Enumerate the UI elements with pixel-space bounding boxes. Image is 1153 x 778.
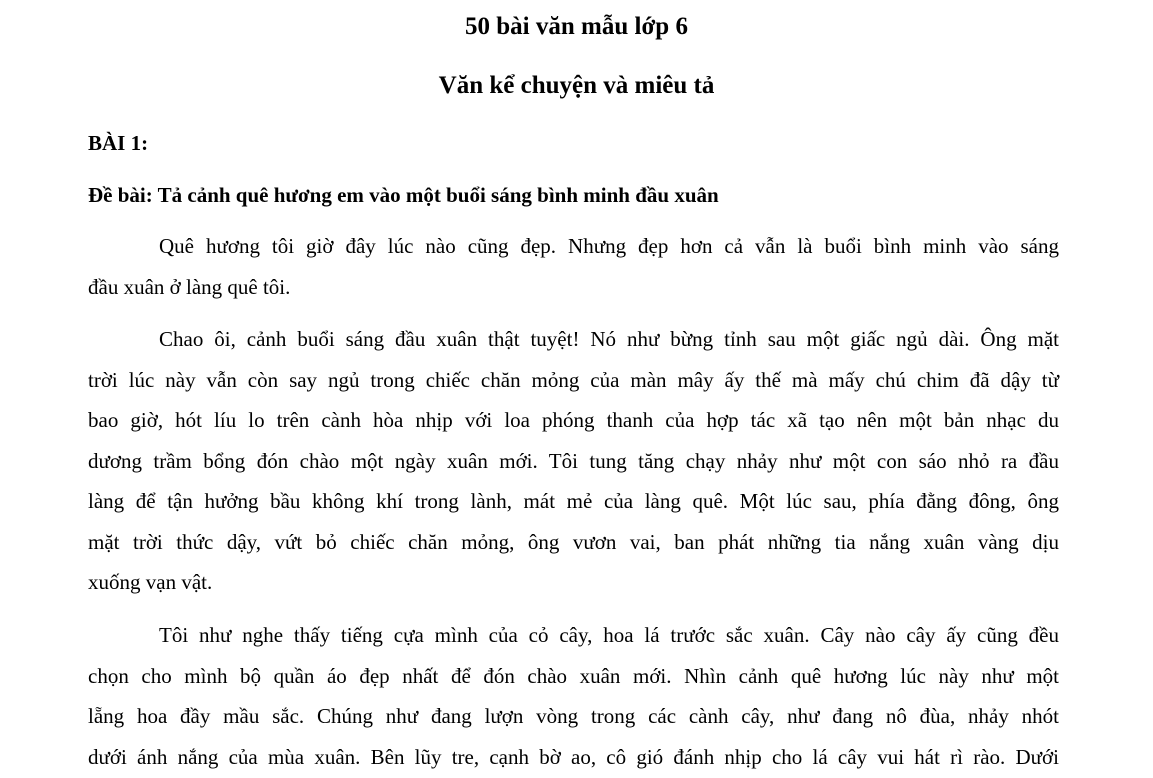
paragraph-1 [88, 226, 1059, 307]
lesson-heading: BÀI 1: [88, 131, 149, 155]
document-title: 50 bài văn mẫu lớp 6 [465, 13, 688, 40]
paragraph-line: Quê hương tôi giờ đây lúc nào cũng đẹp. Nhưng đẹp hơn cả vẫn là buổi bình minh vào sáng [159, 234, 1059, 258]
paragraph-line: trời lúc này vẫn còn say ngủ trong chiếc chăn mỏng của màn mây ấy thế mà mấy chú chim đã dậy từ [88, 367, 1059, 392]
paragraph-line: mặt trời thức dậy, vứt bỏ chiếc chăn mỏng, ông vươn vai, ban phát những tia nắng xuân vàng dịu [88, 529, 1059, 554]
document-subtitle: Văn kể chuyện và miêu tả [438, 72, 715, 99]
paragraph-line: chọn cho mình bộ quần áo đẹp nhất để đón chào xuân mới. Nhìn cảnh quê hương lúc này như một [88, 663, 1059, 688]
paragraph-line: xuống vạn vật. [88, 570, 213, 594]
paragraph-line: Chao ôi, cảnh buổi sáng đầu xuân thật tuyệt! Nó như bừng tỉnh sau một giấc ngủ dài. Ông mặt [159, 327, 1059, 351]
paragraph-2 [88, 319, 1059, 603]
paragraph-line: dưới ánh nắng của mùa xuân. Bên lũy tre, cạnh bờ ao, cô gió đánh nhịp cho lá cây vui hát rì rào. Dưới [88, 744, 1059, 769]
paragraph-line: Tôi như nghe thấy tiếng cựa mình của cỏ cây, hoa lá trước sắc xuân. Cây nào cây ấy cũng đều [159, 623, 1059, 647]
paragraph-line: dương trầm bổng đón chào một ngày xuân mới. Tôi tung tăng chạy nhảy như một con sáo nhỏ ra đầu [88, 448, 1059, 473]
paragraph-line: đầu xuân ở làng quê tôi. [88, 274, 291, 299]
paragraph-line: bao giờ, hót líu lo trên cành hòa nhịp với loa phóng thanh của hợp tác xã tạo nên một bản nhạc du [88, 408, 1059, 432]
paragraph-line: làng để tận hưởng bầu không khí trong lành, mát mẻ của làng quê. Một lúc sau, phía đằng đông, ông [88, 489, 1059, 513]
prompt-heading: Đề bài: Tả cảnh quê hương em vào một buổi sáng bình minh đầu xuân [88, 183, 719, 207]
paragraph-3 [88, 615, 1059, 777]
paragraph-line: lẵng hoa đầy mầu sắc. Chúng như đang lượn vòng trong các cành cây, như đang nô đùa, nhảy nhót [88, 704, 1059, 728]
